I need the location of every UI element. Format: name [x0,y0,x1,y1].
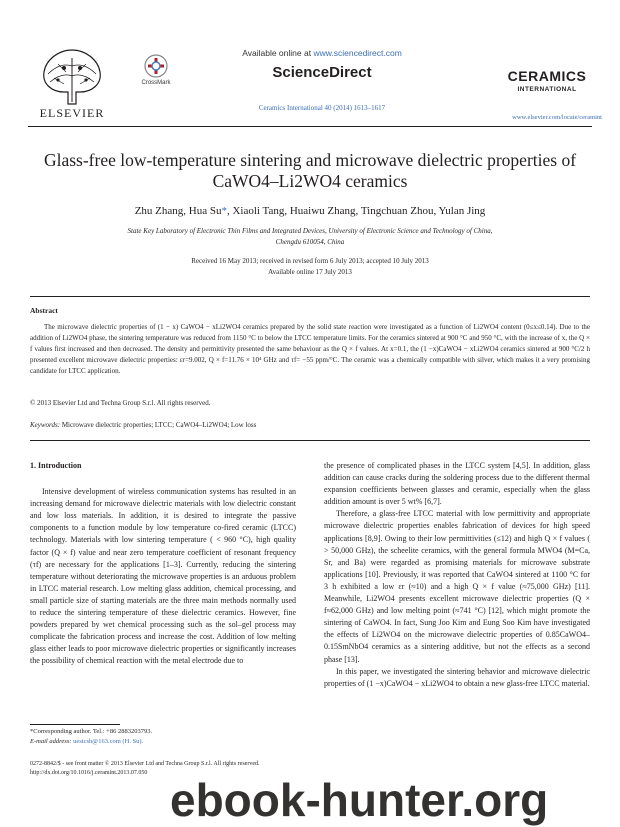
watermark-text: ebook-hunter.org [170,774,549,826]
email-line [30,737,296,747]
available-prefix: Available online at [242,48,312,58]
crossmark-label: CrossMark [141,80,171,86]
author-list [30,205,590,217]
keywords [30,420,590,431]
sciencedirect-logo: ScienceDirect [272,64,372,81]
intro-paragraph-1: Intensive development of wireless communication systems has resulted in an increasing demand for microwave dielectric materials with low dielectric constant and low loss materials. In addition, it is desired to integrate the passive components to a function module by low temperature co-fired ceramic (LTCC) technology. Materials with low sintering temperature ( < 960 °C), high quality factor (Q × f) value and near zero temperature coefficient of resonant frequency (τf) are necessary for the applications [1–3]. Currently, reducing the sintering temperature without deteriorating the microwave properties is an arduous problem in LTCC material research. Low melting glass addition, chemical processing, and small particle size of starting materials are the three main methods normally used to reduce the sintering temperature of these dielectric ceramics. However, fine powders prepared by wet chemical processing such as the sol–gel process may complicate the fabrication process and increase the cost. Addition of low melting glass either leads to poor microwave dielectric properties or significantly increases the possibility of chemical reaction with the metal electrode due to [30,487,296,666]
abstract-text: The microwave dielectric properties of (1 − x) CaWO4 − xLi2WO4 ceramics prepared by the solid state reaction were investigated as a function of Li2WO4 content (0≤x≤0.14). Due to the addition of Li2WO4 phase, the sintering temperature was reduced from 1150 °C to below the LTCC temperature limits. For the ceramics sintered at 900 °C and 950 °C, with the increase of x, the Q × f values first increased and then decreased. The density and permittivity presented the same behaviour as the Q × f values. At x=0.1, the (1 −x)CaWO4 − xLi2WO4 ceramics sintered at 900 °C/2 h presented excellent microwave dielectric properties: εr=9.002, Q × f=11.76 × 10⁴ GHz and τf= −55 ppm/°C. The ceramic was a chemically compatible with silver, which makes it a very promising candidate for LTCC application. [30,323,590,375]
keywords-label: Keywords: [30,421,61,429]
abstract-heading: Abstract [30,306,58,315]
affiliation-line-1: State Key Laboratory of Electronic Thin Films and Integrated Devices, University of Electronic Science and Technology of China, [127,227,493,235]
affiliation [60,226,560,248]
corresponding-footnote [30,727,296,747]
journal-homepage-link[interactable]: www.elsevier.com/locate/ceramint [512,114,602,121]
abstract-copyright: © 2013 Elsevier Ltd and Techna Group S.r.l. All rights reserved. [30,399,211,407]
sciencedirect-link[interactable]: www.sciencedirect.com [313,48,402,58]
title-line-2: CaWO4–Li2WO4 ceramics [212,171,408,191]
authors-first: Zhu Zhang, Hua Su [134,205,222,217]
dates-line-1: Received 16 May 2013; received in revised form 6 July 2013; accepted 10 July 2013 [191,257,429,265]
keywords-list: Microwave dielectric properties; LTCC; CaWO4–Li2WO4; Low loss [60,421,257,429]
title-line-1: Glass-free low-temperature sintering and microwave dielectric properties of [43,150,577,170]
email-label: E-mail address: [30,738,72,745]
dates-line-2: Available online 17 July 2013 [268,268,352,276]
intro-paragraph-1-cont: the presence of complicated phases in the LTCC system [4,5]. In addition, glass addition can cause cracks during the soldering process due to the different thermal expansion coefficients between glasses and ceramic, especially when the glass addition amount is over 5 wt% [6,7]. [324,461,590,507]
header-rule [28,126,592,127]
abstract-bottom-rule [30,440,590,441]
affiliation-line-2: Chengdu 610054, China [275,238,345,246]
body-right-column [324,460,590,690]
corresponding-author-link[interactable]: * [221,205,227,217]
available-online-line [212,48,432,58]
ceramics-journal-subtitle: INTERNATIONAL [517,86,577,93]
intro-paragraph-2: Therefore, a glass-free LTCC material with low permittivity and appropriate microwave dielectric properties enables fabrication of devices for high speed applications [8,9]. Owing to their low permittivities (≤12) and high Q × f values ( > 50,000 GHz), the scheelite ceramics, with the general formula MWO4 (M=Ca, Sr, and Ba) were regarded as promising materials for microwave substrate applications [10]. Previously, it was reported that CaWO4 sintered at 1100 °C for 3 h exhibited a low εr (≈10) and a high Q × f value (≈75,000 GHz) [11]. Meanwhile, Li2WO4 presents excellent microwave dielectric properties (Q × f≈62,000 GHz) and low melting point (≈741 °C) [12], which might promote the sintering of CaWO4. In fact, Sung Joo Kim and Eung Soo Kim have investigated the effects of Li2WO4 on the microwave dielectric properties of 0.85CaWO4–0.15SmNbO4 ceramics as a sintering additive, but not the effects as a second phase [13]. [324,509,590,664]
ceramics-journal-title: CERAMICS [507,68,587,84]
authors-rest: , Xiaoli Tang, Huaiwu Zhang, Tingchuan Zhou, Yulan Jing [226,205,486,217]
article-title [30,150,590,192]
crossmark-icon[interactable] [144,54,168,78]
journal-header [0,0,620,128]
journal-citation-link[interactable]: Ceramics International 40 (2014) 1613–1617 [258,104,386,112]
footer-doi[interactable]: http://dx.doi.org/10.1016/j.ceramint.2013.07.050 [30,770,148,776]
article-dates [60,256,560,278]
corresponding-author-note: *Corresponding author. Tel.: +86 2883203793. [30,728,153,735]
footer-copyright: 0272-8842/$ - see front matter © 2013 Elsevier Ltd and Techna Group S.r.l. All rights reserved. [30,761,260,767]
intro-paragraph-3: In this paper, we investigated the sintering behavior and microwave dielectric properties of (1 −x)CaWO4 − xLi2WO4 to obtain a new glass-free LTCC material. [324,666,590,688]
abstract-top-rule [30,296,590,297]
section-heading-introduction: 1. Introduction [30,461,82,470]
email-link[interactable]: uestcsh@163.com (H. Su). [71,738,144,745]
body-left-column [30,452,296,668]
watermark [170,774,610,826]
elsevier-tree-logo [28,44,116,106]
footnote-rule [30,724,120,725]
elsevier-wordmark: ELSEVIER [39,106,105,120]
